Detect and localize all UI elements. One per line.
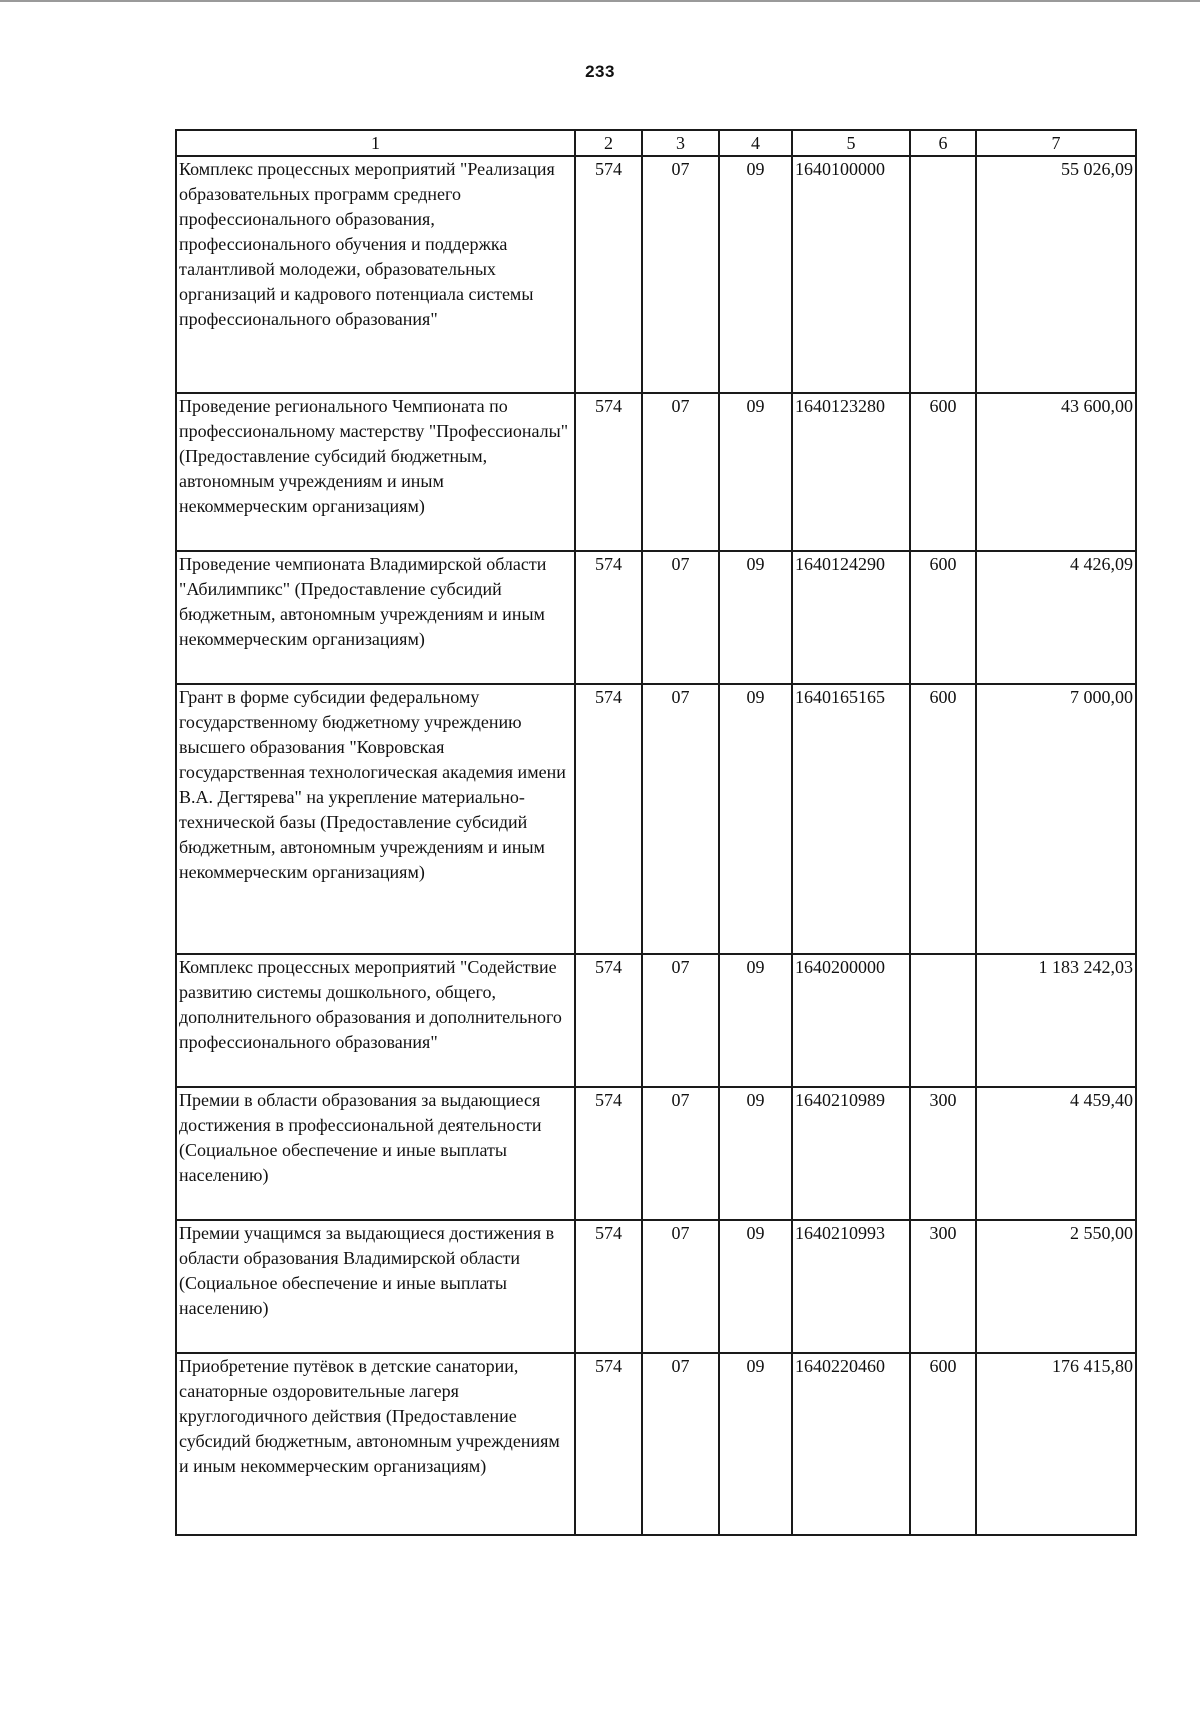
cell-amount: 7 000,00 (976, 684, 1136, 954)
cell-target: 1640100000 (792, 156, 910, 393)
cell-subsection: 09 (719, 684, 792, 954)
cell-name: Премии учащимся за выдающиеся достижения в области образования Владимирской области (Социальное обеспечение и иные выплаты населению) (176, 1220, 575, 1353)
cell-ministry: 574 (575, 551, 642, 684)
cell-subsection: 09 (719, 1220, 792, 1353)
cell-section: 07 (642, 954, 719, 1087)
page-number: 233 (585, 62, 615, 81)
cell-expense-type: 600 (910, 1353, 976, 1535)
cell-name: Комплекс процессных мероприятий "Содействие развитию системы дошкольного, общего, дополнительного образования и дополнительного профессионального образования" (176, 954, 575, 1087)
cell-target: 1640210993 (792, 1220, 910, 1353)
cell-section: 07 (642, 684, 719, 954)
header-row (176, 130, 1136, 156)
cell-name: Комплекс процессных мероприятий "Реализация образовательных программ среднего профессионального образования, профессионального обучения и поддержка талантливой молодежи, образовательных организаций и кадрового потенциала системы профессионального образования" (176, 156, 575, 393)
col-header-7: 7 (976, 130, 1136, 156)
cell-ministry: 574 (575, 156, 642, 393)
col-header-4: 4 (719, 130, 792, 156)
cell-name: Приобретение путёвок в детские санатории, санаторные оздоровительные лагеря круглогодичного действия (Предоставление субсидий бюджетным, автономным учреждениям и иным некоммерческим организациям) (176, 1353, 575, 1535)
cell-subsection: 09 (719, 1353, 792, 1535)
table-row (176, 1220, 1136, 1353)
cell-amount: 1 183 242,03 (976, 954, 1136, 1087)
col-header-5: 5 (792, 130, 910, 156)
cell-target: 1640124290 (792, 551, 910, 684)
cell-name: Проведение чемпионата Владимирской области "Абилимпикс" (Предоставление субсидий бюджетным, автономным учреждениям и иным некоммерческим организациям) (176, 551, 575, 684)
table-row (176, 156, 1136, 393)
cell-ministry: 574 (575, 1087, 642, 1220)
cell-amount: 176 415,80 (976, 1353, 1136, 1535)
budget-table (175, 129, 1137, 1536)
col-header-6: 6 (910, 130, 976, 156)
cell-ministry: 574 (575, 1353, 642, 1535)
cell-subsection: 09 (719, 393, 792, 551)
cell-ministry: 574 (575, 684, 642, 954)
cell-target: 1640200000 (792, 954, 910, 1087)
cell-expense-type: 600 (910, 393, 976, 551)
top-rule (0, 0, 1200, 2)
cell-expense-type (910, 156, 976, 393)
col-header-2: 2 (575, 130, 642, 156)
cell-expense-type: 300 (910, 1220, 976, 1353)
cell-subsection: 09 (719, 1087, 792, 1220)
cell-section: 07 (642, 1220, 719, 1353)
cell-subsection: 09 (719, 156, 792, 393)
table-row (176, 551, 1136, 684)
cell-name: Грант в форме субсидии федеральному государственному бюджетному учреждению высшего образования "Ковровская государственная технологическая академия имени В.А. Дегтярева" на укрепление материально-технической базы (Предоставление субсидий бюджетным, автономным учреждениям и иным некоммерческим организациям) (176, 684, 575, 954)
cell-amount: 55 026,09 (976, 156, 1136, 393)
cell-ministry: 574 (575, 393, 642, 551)
cell-section: 07 (642, 551, 719, 684)
col-header-1: 1 (176, 130, 575, 156)
col-header-3: 3 (642, 130, 719, 156)
cell-expense-type: 600 (910, 684, 976, 954)
cell-section: 07 (642, 1353, 719, 1535)
cell-name: Проведение регионального Чемпионата по профессиональному мастерству "Профессионалы" (Предоставление субсидий бюджетным, автономным учреждениям и иным некоммерческим организациям) (176, 393, 575, 551)
table-row (176, 684, 1136, 954)
cell-expense-type (910, 954, 976, 1087)
cell-amount: 2 550,00 (976, 1220, 1136, 1353)
cell-target: 1640210989 (792, 1087, 910, 1220)
table-row (176, 1353, 1136, 1535)
cell-section: 07 (642, 156, 719, 393)
table-row (176, 393, 1136, 551)
table-row (176, 1087, 1136, 1220)
cell-expense-type: 300 (910, 1087, 976, 1220)
table-row (176, 954, 1136, 1087)
cell-section: 07 (642, 393, 719, 551)
cell-target: 1640123280 (792, 393, 910, 551)
cell-amount: 4 426,09 (976, 551, 1136, 684)
cell-amount: 4 459,40 (976, 1087, 1136, 1220)
cell-ministry: 574 (575, 1220, 642, 1353)
cell-amount: 43 600,00 (976, 393, 1136, 551)
cell-target: 1640220460 (792, 1353, 910, 1535)
cell-section: 07 (642, 1087, 719, 1220)
cell-name: Премии в области образования за выдающиеся достижения в профессиональной деятельности (Социальное обеспечение и иные выплаты населению) (176, 1087, 575, 1220)
cell-expense-type: 600 (910, 551, 976, 684)
cell-target: 1640165165 (792, 684, 910, 954)
cell-subsection: 09 (719, 954, 792, 1087)
cell-ministry: 574 (575, 954, 642, 1087)
cell-subsection: 09 (719, 551, 792, 684)
